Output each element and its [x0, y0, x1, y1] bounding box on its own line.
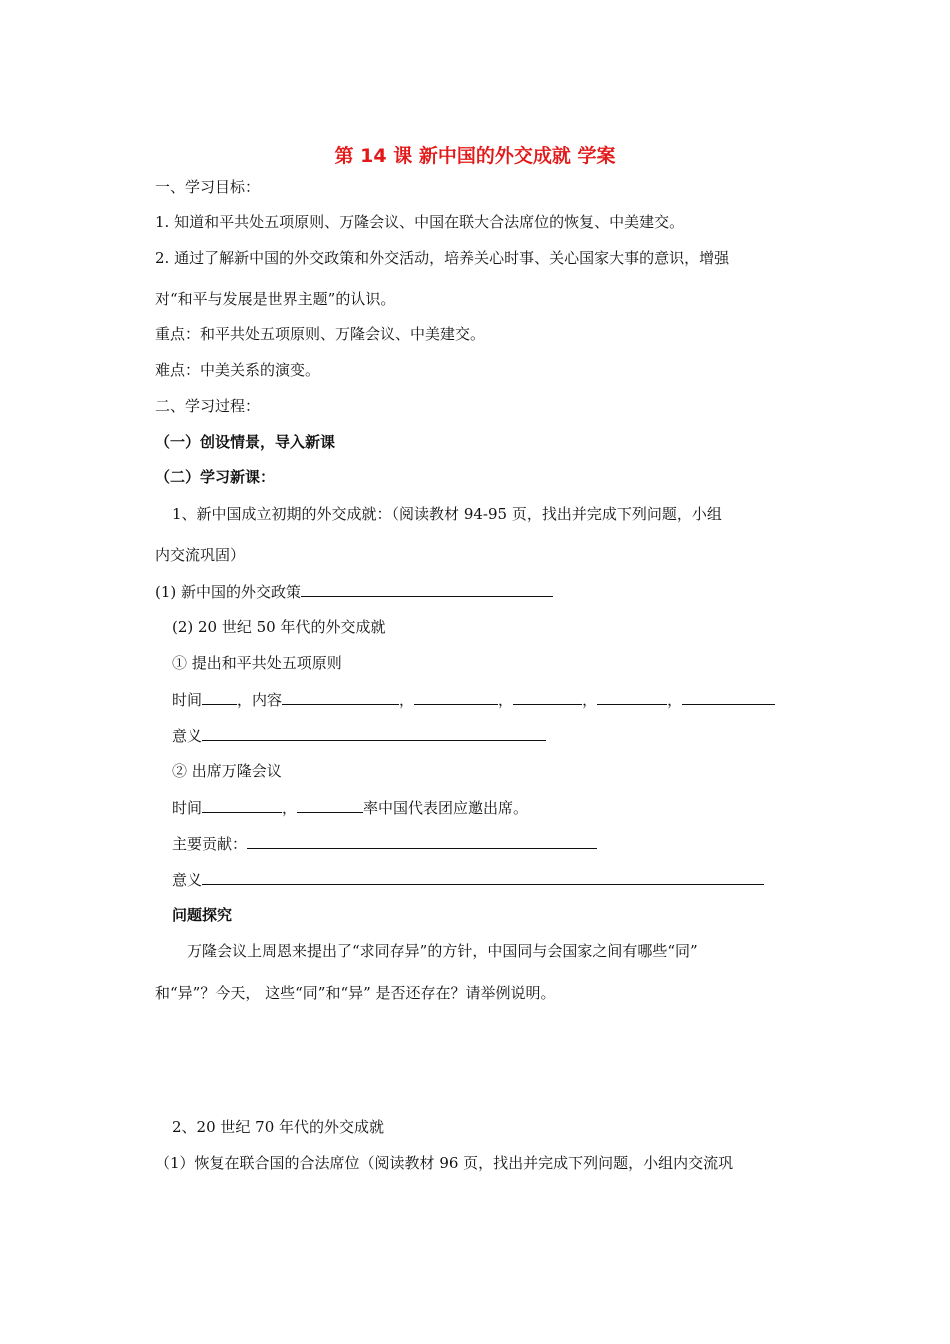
difficult-point: 难点：中美关系的演变。 — [155, 361, 321, 379]
question-1-line-1: 1、新中国成立初期的外交成就：（阅读教材 94-95 页，找出并完成下列问题，小组 — [172, 505, 722, 523]
achievements-50s: (2) 20 世纪 50 年代的外交成就 — [172, 618, 386, 636]
content-blank-2[interactable] — [414, 689, 498, 705]
inquiry-title: 问题探究 — [172, 906, 233, 924]
five-principles-heading: ① 提出和平共处五项原则 — [172, 654, 342, 672]
foreign-policy-label: (1) 新中国的外交政策 — [155, 583, 302, 601]
comma: ， — [498, 691, 514, 709]
time-label: 时间 — [172, 799, 203, 817]
meaning-blank[interactable] — [202, 725, 546, 741]
inquiry-text-line-2: 和“异”？今天， 这些“同”和“异” 是否还存在？请举例说明。 — [155, 984, 556, 1002]
part-2-heading: （二）学习新课： — [155, 468, 276, 486]
inquiry-text-line-1: 万隆会议上周恩来提出了“求同存异”的方针，中国同与会国家之间有哪些“同” — [187, 942, 698, 960]
foreign-policy-blank[interactable] — [301, 581, 553, 597]
content-blank-5[interactable] — [682, 689, 775, 705]
comma: ， — [399, 691, 415, 709]
goal-2-line-1: 2. 通过了解新中国的外交政策和外交活动，培养关心时事、关心国家大事的意识，增强 — [155, 249, 730, 267]
five-principles-meaning — [172, 725, 546, 746]
content-label: ，内容 — [237, 691, 283, 709]
bandung-leader-blank[interactable] — [297, 797, 363, 813]
five-principles-row — [172, 689, 775, 710]
content-blank-1[interactable] — [282, 689, 399, 705]
bandung-heading: ② 出席万隆会议 — [172, 762, 282, 780]
section-heading-goals: 一、学习目标： — [155, 178, 261, 196]
bandung-time-blank[interactable] — [202, 797, 282, 813]
bandung-meaning-blank[interactable] — [202, 869, 764, 885]
question-2-1: （1）恢复在联合国的合法席位（阅读教材 96 页，找出并完成下列问题，小组内交流巩 — [155, 1154, 734, 1172]
lead-text: 率中国代表团应邀出席。 — [363, 799, 529, 817]
bandung-contribution — [172, 833, 597, 854]
content-blank-4[interactable] — [597, 689, 667, 705]
question-2: 2、20 世纪 70 年代的外交成就 — [172, 1118, 385, 1136]
foreign-policy-item — [155, 581, 553, 602]
comma: ， — [667, 691, 683, 709]
meaning-label: 意义 — [172, 871, 203, 889]
goal-1: 1. 知道和平共处五项原则、万隆会议、中国在联大合法席位的恢复、中美建交。 — [155, 213, 685, 231]
bandung-meaning — [172, 869, 764, 890]
key-point: 重点：和平共处五项原则、万隆会议、中美建交。 — [155, 325, 486, 343]
page-title: 第 14 课 新中国的外交成就 学案 — [334, 145, 616, 167]
comma: ， — [582, 691, 598, 709]
time-label: 时间 — [172, 691, 203, 709]
comma: ， — [282, 799, 298, 817]
part-1-heading: （一）创设情景，导入新课 — [155, 433, 336, 451]
content-blank-3[interactable] — [513, 689, 582, 705]
time-blank[interactable] — [202, 689, 237, 705]
question-1-line-2: 内交流巩固） — [155, 546, 246, 564]
section-heading-process: 二、学习过程： — [155, 397, 261, 415]
contribution-label: 主要贡献： — [172, 835, 248, 853]
contribution-blank[interactable] — [247, 833, 597, 849]
bandung-time-row — [172, 797, 528, 818]
meaning-label: 意义 — [172, 727, 203, 745]
goal-2-line-2: 对“和平与发展是世界主题”的认识。 — [155, 290, 396, 308]
